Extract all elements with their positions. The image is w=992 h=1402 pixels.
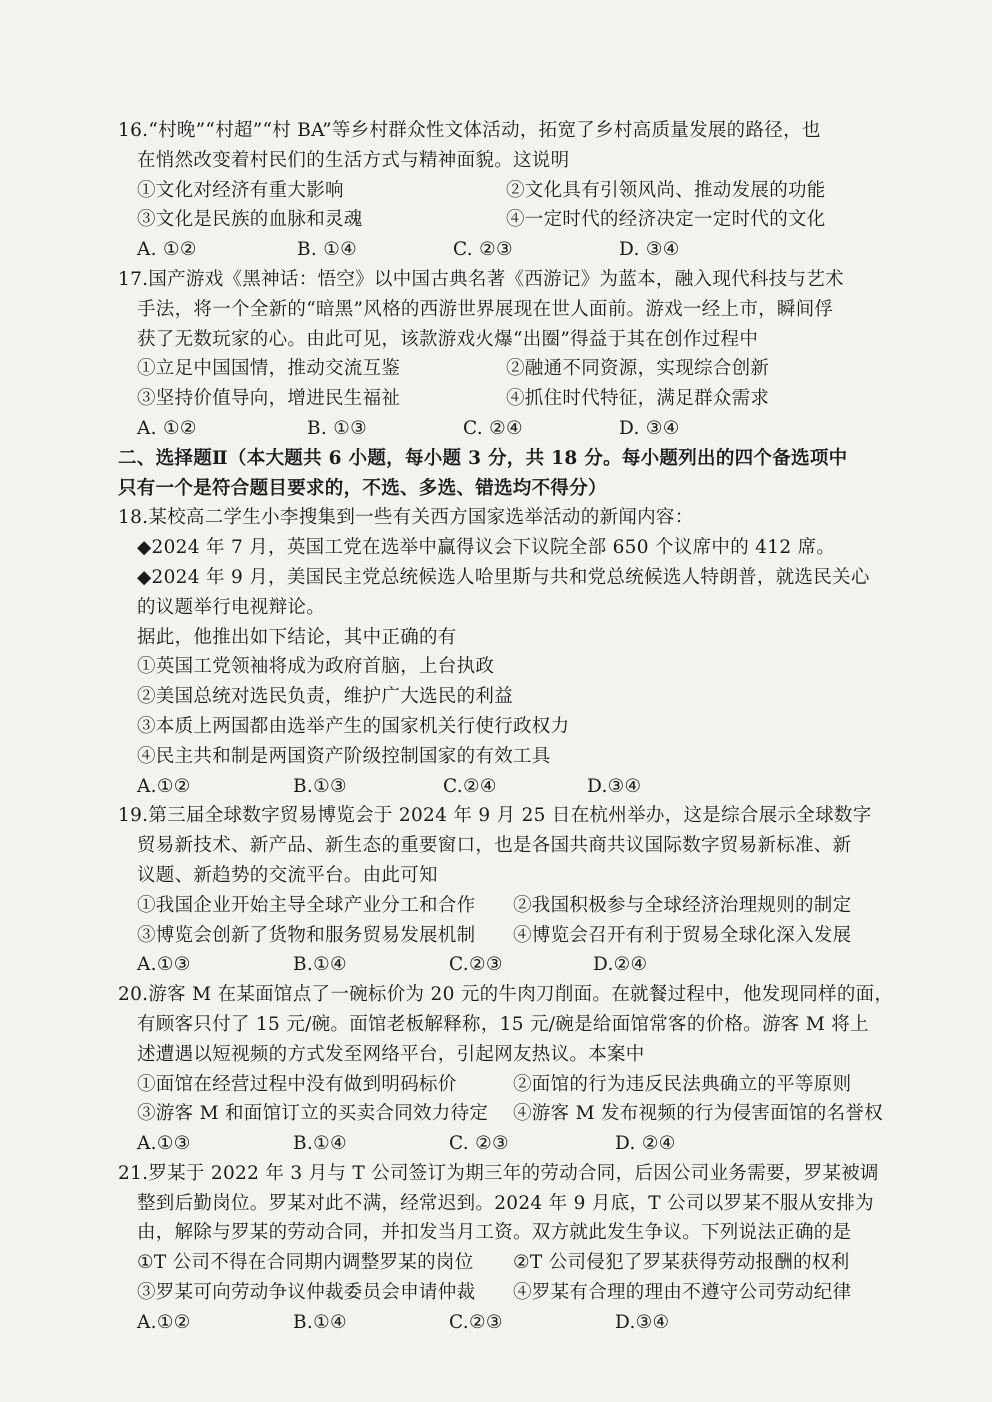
answer-choice: D.③④ xyxy=(587,775,642,797)
question-stem: 述遭遇以短视频的方式发至网络平台，引起网友热议。本案中 xyxy=(137,1043,645,1065)
option-item: ①文化对经济有重大影响 xyxy=(137,179,344,201)
option-item: ③文化是民族的血脉和灵魂 xyxy=(137,209,363,231)
answer-choice: D. ③④ xyxy=(619,417,680,439)
option-item: ②美国总统对选民负责，维护广大选民的利益 xyxy=(137,686,514,708)
option-item: ④游客 M 发布视频的行为侵害面馆的名誉权 xyxy=(513,1103,884,1125)
option-item: ③游客 M 和面馆订立的买卖合同效力待定 xyxy=(137,1103,489,1125)
option-item: ③坚持价值导向，增进民生福祉 xyxy=(137,388,401,410)
answer-row xyxy=(118,1308,892,1338)
question-stem: 16.“村晚”“村超”“村 BA”等乡村群众性文体活动，拓宽了乡村高质量发展的路径，也 xyxy=(118,120,821,141)
option-item: ③博览会创新了货物和服务贸易发展机制 xyxy=(137,924,476,946)
question-stem: 手法，将一个全新的“暗黑”风格的西游世界展现在世人面前。游戏一经上市，瞬间俘 xyxy=(137,298,834,320)
option-item: ②融通不同资源，实现综合创新 xyxy=(506,358,770,380)
answer-choice: B.①④ xyxy=(293,954,347,976)
answer-choice: B.①④ xyxy=(293,1133,347,1155)
answer-row xyxy=(118,772,892,802)
question-lead: 据此，他推出如下结论，其中正确的有 xyxy=(137,626,457,648)
question-stem: 由，解除与罗某的劳动合同，并扣发当月工资。双方就此发生争议。下列说法正确的是 xyxy=(137,1222,852,1244)
answer-choice: A. ①② xyxy=(137,417,197,439)
answer-choice: A.①③ xyxy=(137,1133,191,1155)
answer-choice: A. ①② xyxy=(137,239,197,261)
option-row xyxy=(118,1099,892,1129)
answer-choice: D.③④ xyxy=(615,1311,670,1333)
question-stem: 贸易新技术、新产品、新生态的重要窗口，也是各国共商共议国际数字贸易新标准、新 xyxy=(137,835,852,857)
answer-choice: C. ②③ xyxy=(449,1133,509,1155)
question-18 xyxy=(118,503,892,801)
option-row xyxy=(118,384,892,414)
option-row xyxy=(118,921,892,951)
answer-row xyxy=(118,950,892,980)
question-stem: 获了无数玩家的心。由此可见，该款游戏火爆“出圈”得益于其在创作过程中 xyxy=(137,328,759,350)
option-item: ①英国工党领袖将成为政府首脑，上台执政 xyxy=(137,656,495,678)
option-row xyxy=(118,1248,892,1278)
question-stem: 18.某校高二学生小李搜集到一些有关西方国家选举活动的新闻内容： xyxy=(118,507,694,529)
question-stem: 整到后勤岗位。罗某对此不满，经常迟到。2024 年 9 月底，T 公司以罗某不服从安排为 xyxy=(137,1192,874,1214)
section-instructions: 只有一个是符合题目要求的，不选、多选、错选均不得分） xyxy=(118,477,607,499)
answer-row xyxy=(118,1129,892,1159)
answer-choice: D.②④ xyxy=(593,954,648,976)
news-item: 的议题举行电视辩论。 xyxy=(137,596,326,618)
question-17 xyxy=(118,265,892,444)
option-row xyxy=(118,205,892,235)
question-stem: 有顾客只付了 15 元/碗。面馆老板解释称，15 元/碗是给面馆常客的价格。游客 M 将上 xyxy=(137,1013,869,1035)
answer-choice: A.①③ xyxy=(137,954,191,976)
section-title: 二、选择题Ⅱ（本大题共 6 小题，每小题 3 分，共 18 分。每小题列出的四个备选项中 xyxy=(118,447,848,469)
answer-row xyxy=(118,414,892,444)
option-item: ②我国积极参与全球经济治理规则的制定 xyxy=(513,894,852,916)
option-row xyxy=(118,1070,892,1100)
question-20 xyxy=(118,980,892,1159)
option-item: ④罗某有合理的理由不遵守公司劳动纪律 xyxy=(513,1282,852,1304)
question-19 xyxy=(118,801,892,980)
question-stem: 在悄然改变着村民们的生活方式与精神面貌。这说明 xyxy=(137,149,570,171)
answer-choice: D. ③④ xyxy=(619,239,680,261)
answer-choice: B. ①④ xyxy=(297,239,358,261)
option-item: ②面馆的行为违反民法典确立的平等原则 xyxy=(513,1073,852,1095)
answer-choice: B.①③ xyxy=(293,775,347,797)
option-item: ④抓住时代特征，满足群众需求 xyxy=(506,388,770,410)
question-stem: 20.游客 M 在某面馆点了一碗标价为 20 元的牛肉刀削面。在就餐过程中，他发现同样的面， xyxy=(118,984,894,1006)
option-item: ③本质上两国都由选举产生的国家机关行使行政权力 xyxy=(137,715,570,737)
option-item: ③罗某可向劳动争议仲裁委员会申请仲裁 xyxy=(137,1282,476,1304)
question-stem: 21.罗某于 2022 年 3 月与 T 公司签订为期三年的劳动合同，后因公司业务需要，罗某被调 xyxy=(118,1162,879,1184)
option-item: ④博览会召开有利于贸易全球化深入发展 xyxy=(513,924,852,946)
answer-choice: A.①② xyxy=(137,1311,191,1333)
option-row xyxy=(118,891,892,921)
news-item: ◆2024 年 9 月，美国民主党总统候选人哈里斯与共和党总统候选人特朗普，就选民关心 xyxy=(137,566,870,588)
answer-choice: C. ②④ xyxy=(463,417,523,439)
option-row xyxy=(118,354,892,384)
option-row xyxy=(118,176,892,206)
question-16 xyxy=(118,116,892,265)
option-item: ②文化具有引领风尚、推动发展的功能 xyxy=(506,179,826,201)
option-item: ④民主共和制是两国资产阶级控制国家的有效工具 xyxy=(137,745,551,767)
question-stem: 17.国产游戏《黑神话：悟空》以中国古典名著《西游记》为蓝本，融入现代科技与艺术 xyxy=(118,268,844,290)
option-item: ④一定时代的经济决定一定时代的文化 xyxy=(506,209,826,231)
answer-choice: C. ②③ xyxy=(453,239,513,261)
option-item: ②T 公司侵犯了罗某获得劳动报酬的权利 xyxy=(513,1252,850,1274)
option-item: ①我国企业开始主导全球产业分工和合作 xyxy=(137,894,476,916)
question-21 xyxy=(118,1159,892,1338)
news-item: ◆2024 年 7 月，英国工党在选举中赢得议会下议院全部 650 个议席中的 412 席。 xyxy=(137,537,836,559)
answer-choice: C.②③ xyxy=(449,1311,503,1333)
question-stem: 19.第三届全球数字贸易博览会于 2024 年 9 月 25 日在杭州举办，这是综合展示全球数字 xyxy=(118,805,872,827)
option-item: ①立足中国国情，推动交流互鉴 xyxy=(137,358,401,380)
answer-choice: C.②③ xyxy=(449,954,503,976)
answer-choice: B.①④ xyxy=(293,1311,347,1333)
option-row xyxy=(118,1278,892,1308)
option-item: ①T 公司不得在合同期内调整罗某的岗位 xyxy=(137,1252,474,1274)
answer-choice: C.②④ xyxy=(443,775,497,797)
answer-choice: A.①② xyxy=(137,775,191,797)
answer-choice: B. ①③ xyxy=(307,417,368,439)
question-stem: 议题、新趋势的交流平台。由此可知 xyxy=(137,864,438,886)
section-header xyxy=(118,444,892,504)
option-item: ①面馆在经营过程中没有做到明码标价 xyxy=(137,1073,457,1095)
answer-row xyxy=(118,235,892,265)
answer-choice: D. ②④ xyxy=(615,1133,676,1155)
